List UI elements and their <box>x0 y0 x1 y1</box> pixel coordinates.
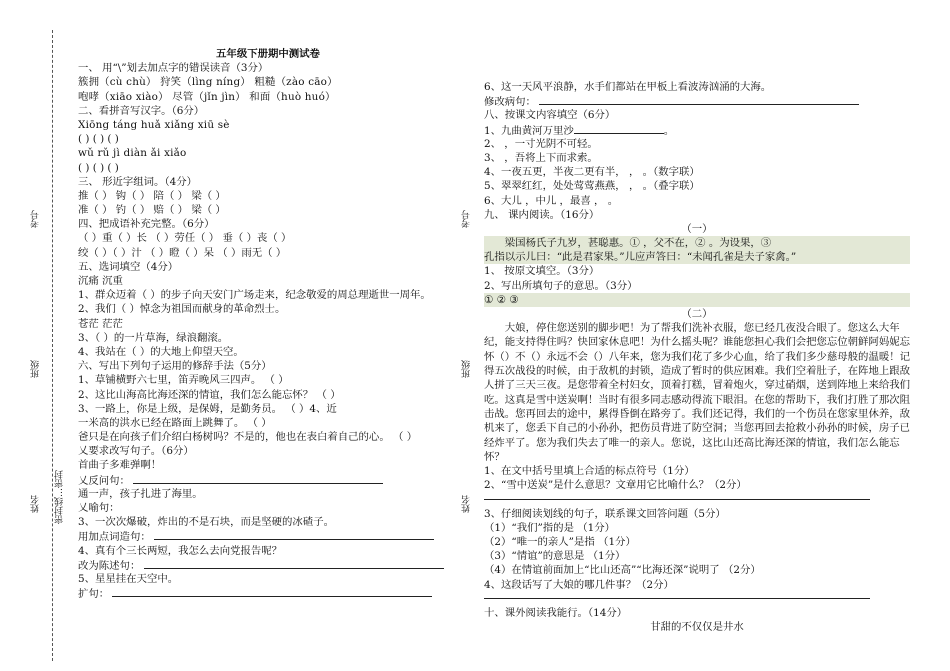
p2-q2: 2、“雪中送炭”是什么意思？文章用它比喻什么？（2分） <box>484 479 747 492</box>
q8-item-1[interactable]: 1、九曲黄河万里沙 。 <box>484 124 675 137</box>
question-6-heading: 六、写出下列句子运用的修辞手法（5分） <box>78 360 272 373</box>
exam-number-label-right: 考号 <box>462 210 472 228</box>
name-label-right: 姓名 <box>462 495 472 513</box>
q6-item-2[interactable]: 2、这比山海高比海还深的情谊，我们怎么能忘怀？ （ ） <box>78 388 341 401</box>
q5-item-2[interactable]: 2、我们（ ）悼念为祖国而献身的革命烈士。 <box>78 303 286 316</box>
left-column <box>78 47 458 600</box>
left-binding-line <box>52 30 54 661</box>
question-10-heading: 十、课外阅读我能行。（14分） <box>484 607 628 620</box>
q4-row-1[interactable]: （ ）重（ ）长 （ ）劳任（ ） 垂（ ）丧（ ） <box>78 232 292 245</box>
q5-item-3[interactable]: 3、（ ）的一片草海，绿浪翻滚。 <box>78 331 229 344</box>
q8-item-3[interactable]: 3、 ，吾将上下而求索。 <box>484 151 598 164</box>
question-4-heading: 四、把成语补充完整。（6分） <box>78 218 215 231</box>
answer-line[interactable] <box>112 586 432 597</box>
q7-answer-4[interactable] <box>78 558 458 572</box>
p2-q4: 4、这段话写了大娘的哪几件事？（2分） <box>484 578 674 591</box>
q9-1-prompt: 1、 按原文填空。（3分） <box>484 265 600 278</box>
q7-sentence-6: 6、这一天风平浪静，水手们都站在甲板上看波涛汹涌的大海。 <box>484 81 772 93</box>
q7-sentence-3: 3、一次次爆破，炸出的不是石块，而是坚硬的冰碴子。 <box>78 516 334 529</box>
passage-1-label: （一） <box>681 222 713 235</box>
q7-prompt-6: 修改病句： <box>484 96 536 109</box>
q7-prompt-3: 用加点词造句： <box>78 531 151 544</box>
answer-line[interactable] <box>539 94 859 105</box>
passage-1-line-1: 梁国杨氏子九岁，甚聪惠。① ，父不在，② 。为设果，③ <box>484 236 910 250</box>
q6-item-5[interactable]: 爸只是在向孩子们介绍白杨树吗？不是的，他也在表白着自己的心。 （ ） <box>78 431 418 444</box>
answer-line[interactable] <box>144 558 444 569</box>
question-1-heading: 一、 用“\”划去加点字的错误读音（3分） <box>78 62 269 75</box>
q6-item-4[interactable]: 一米高的洪水已经在路面上跳舞了。 （ ） <box>78 416 272 429</box>
q5-word-choice-1: 沉痛 沉重 <box>78 275 123 287</box>
q1-row-1: 簇拥（cù chù） 狩笑（lìng níng） 粗糙（zào cāo） <box>78 76 338 89</box>
p2-q3-1[interactable]: （1）“我们”指的是 （1分） <box>484 521 616 534</box>
exam-number-label: 考号 <box>31 210 41 228</box>
q7-answer-3[interactable] <box>78 529 458 543</box>
seal-line-label: 密封线…密封 <box>55 470 65 524</box>
question-3-heading: 三、 形近字组词。（4分） <box>78 175 198 188</box>
passage-2-label: （二） <box>681 308 713 320</box>
q7-sentence-4: 4、真有个三长两短，我怎么去向党报告呢？ <box>78 544 283 557</box>
q7-sentence-5: 5、星星挂在天空中。 <box>78 572 179 585</box>
answer-line[interactable] <box>484 493 870 500</box>
q5-item-4[interactable]: 4、我站在（ ）的大地上仰望天空。 <box>78 345 244 358</box>
answer-line[interactable] <box>154 529 434 540</box>
passage-1-line-2: 孔指以示儿曰：“此是君家果。”儿应声答曰：“未闻孔雀是夫子家禽。” <box>484 250 910 264</box>
q4-row-2[interactable]: 绞（ ）（ ）汁 （ ）瞪（ ）呆 （ ）雨无（ ） <box>78 246 287 259</box>
q3-row-2[interactable]: 准（ ） 钓（ ） 赔（ ） 梁（ ） <box>78 204 226 217</box>
q2-pinyin-2: wǔ rǔ jì diàn ǎi xiǎo <box>78 147 187 160</box>
p2-q3-4[interactable]: （4）在情谊前面加上“比山还高”“比海还深”说明了 （2分） <box>484 564 761 577</box>
q6-item-3[interactable]: 3、一路上，你是上级，是保姆，是勤务员。 （ ）4、近 <box>78 402 337 415</box>
passage-2-text: 大娘，停住您送别的脚步吧！为了帮我们洗补衣服，您已经几夜没合眼了。您这么大年纪，能支持得住吗？快回家休息吧！为什么摇头呢？谁能您担心我们会把您忘位朝鲜阿妈妮忘怀（）不（）永远不会（）八年来，您为我们花了多少心血，给了我们多少慈母般的温暖！记得五次战役的时候，由于敌机的封锁，造成了暂时的供应困难。我们空着肚子，在阵地上跟敌人拼了三天三夜。是您带着全村妇女，顶着打糕，冒着炮火，穿过硝烟，送到阵地上来给我们吃。这真是雪中送炭啊！当时有很多同志感动得流下眼泪。在您的帮助下，我们打胜了那次阻击战。您再回去的途中，累得昏倒在路旁了。我们还记得，我们的一个伤员在您家里休养，敌机来了，您丢下自己的小孙孙，把伤员背进了防空洞；当您再回去抢救小孙孙的时候，房子已经炸平了。您为我们失去了唯一的亲人。您说，这比山还高比海还深的情谊，我们怎么能忘怀？ <box>484 322 911 463</box>
q8-item-2[interactable]: 2、 ，一寸光阴不可轻。 <box>484 137 598 150</box>
p2-q3-2[interactable]: （2）“唯一的亲人”是指 （1分） <box>484 536 636 549</box>
question-5-heading: 五、选词填空（4分） <box>78 260 179 273</box>
p2-q4-answer-line[interactable] <box>484 592 910 606</box>
p2-q3: 3、仔细阅读划线的句子，联系课文回答问题（5分） <box>484 507 726 520</box>
p2-q3-3[interactable]: （3）“情谊”的意思是 （1分） <box>484 550 626 563</box>
answer-line[interactable] <box>133 473 383 484</box>
q1-row-2: 咆哮（xiāo xiào） 尽管（jǐn jìn） 和面（huò huó） <box>78 90 336 103</box>
question-9-heading: 九、 课内阅读。（16分） <box>484 208 600 221</box>
q8-text-1: 1、九曲黄河万里沙 <box>484 124 574 137</box>
q7-answer-5[interactable] <box>78 586 458 600</box>
answer-line[interactable] <box>484 592 870 599</box>
exam-title: 五年级下册期中测试卷 <box>216 48 320 60</box>
q5-item-1[interactable]: 1、群众迈着（ ）的步子向天安门广场走来，纪念敬爱的周总理逝世一周年。 <box>78 289 431 302</box>
reading-title: 甘甜的不仅仅是井水 <box>650 621 744 634</box>
q5-word-choice-2: 苍茫 茫茫 <box>78 317 123 330</box>
q7-prompt-5: 扩句： <box>78 588 110 601</box>
class-label: 班级 <box>31 360 41 378</box>
q7-prompt-4: 改为陈述句： <box>78 559 141 572</box>
q8-item-5[interactable]: 5、翠翠红红，处处莺莺燕燕， ， 。（叠字联） <box>484 180 700 193</box>
answer-line[interactable] <box>574 123 664 134</box>
q7-answer-1[interactable] <box>78 473 458 487</box>
q2-boxes-2[interactable]: ( ) ( ) ( ) <box>78 161 119 174</box>
question-7-heading: 乂要求改写句子。（6分） <box>78 445 194 458</box>
p2-q2-answer-line[interactable] <box>484 493 910 507</box>
name-label: 姓名 <box>31 495 41 513</box>
q9-2-prompt: 2、写出所填句子的意思。（3分） <box>484 279 638 292</box>
q8-item-6[interactable]: 6、大儿 ，中儿 ，最喜 ， 。 <box>484 194 619 207</box>
p2-q1: 1、在文中括号里填上合适的标点符号（1分） <box>484 465 695 478</box>
question-2-heading: 二、看拼音写汉字。（6分） <box>78 104 205 117</box>
class-label-right: 班级 <box>462 360 472 378</box>
q9-2-answers[interactable]: ① ② ③ <box>484 293 910 307</box>
question-8-heading: 八、按课文内容填空（6分） <box>484 109 616 122</box>
q7-sentence-2: 通一声，孩子扎进了海里。 <box>78 487 203 500</box>
q3-row-1[interactable]: 推（ ） 钩（ ） 陪（ ） 梁（ ） <box>78 189 226 202</box>
q7-prompt-1: 乂反问句： <box>78 474 130 487</box>
q7-answer-6[interactable] <box>484 94 910 108</box>
right-column <box>484 80 910 634</box>
q6-item-1[interactable]: 1、草铺横野六七里，笛弄晚风三四声。 （ ） <box>78 374 289 387</box>
q7-answer-2[interactable]: 乂喻句： <box>78 502 120 514</box>
q7-sentence-1: 首曲子多难弹啊！ <box>78 459 162 472</box>
q2-pinyin-1: Xiōng táng huǎ xiǎng xiū sè <box>78 118 230 131</box>
q2-boxes-1[interactable]: ( ) ( ) ( ) <box>78 133 119 146</box>
q8-item-4[interactable]: 4、一夜五更，半夜二更有半， ， 。（数字联） <box>484 166 700 179</box>
